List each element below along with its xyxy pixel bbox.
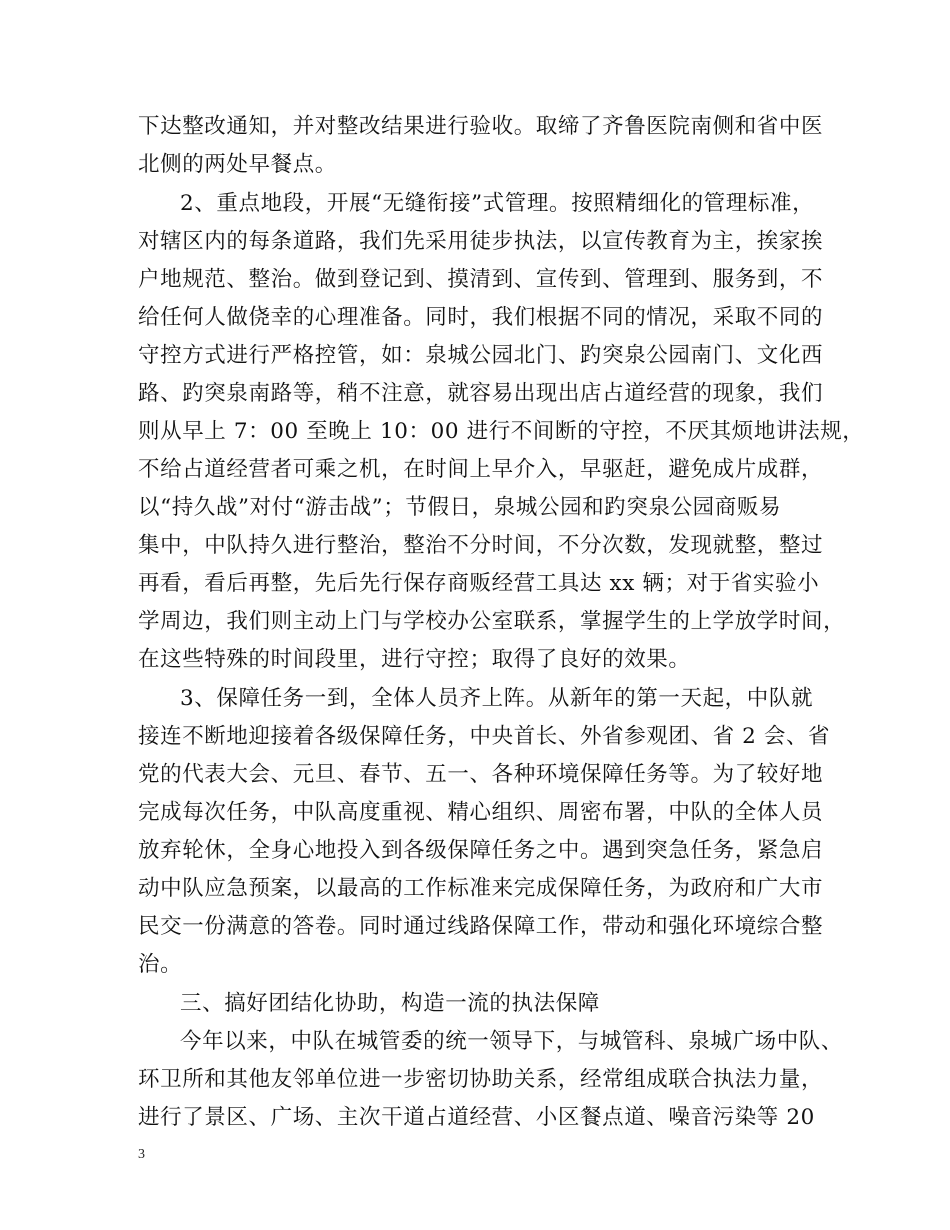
text-line: 路、趵突泉南路等，稍不注意，就容易出现出店占道经营的现象，我们	[138, 381, 824, 406]
text-line: 以“持久战”对付“游击战”；节假日，泉城公园和趵突泉公园商贩易	[138, 495, 782, 520]
text-line: 在这些特殊的时间段里，进行守控；取得了良好的效果。	[138, 647, 691, 672]
text-line: 下达整改通知，并对整改结果进行验收。取缔了齐鲁医院南侧和省中医	[138, 114, 824, 139]
text-line: 进行了景区、广场、主次干道占道经营、小区餐点道、噪音污染等 20	[138, 1105, 815, 1130]
section-heading: 三、搞好团结化协助，构造一流的执法保障	[180, 991, 600, 1016]
text-line: 治。	[138, 952, 183, 977]
text-line: 对辖区内的每条道路，我们先采用徒步执法，以宣传教育为主，挨家挨	[138, 229, 824, 254]
text-line: 放弃轮休，全身心地投入到各级保障任务之中。遇到突急任务，紧急启	[138, 838, 824, 863]
text-line: 再看，看后再整，先后先行保存商贩经营工具达 xx 辆；对于省实验小	[138, 571, 820, 596]
text-line: 集中，中队持久进行整治，整治不分时间，不分次数，发现就整，整过	[138, 533, 824, 558]
text-line: 环卫所和其他友邻单位进一步密切协助关系，经常组成联合执法力量，	[138, 1067, 824, 1092]
text-line: 户地规范、整治。做到登记到、摸清到、宣传到、管理到、服务到，不	[138, 267, 824, 292]
text-line: 民交一份满意的答卷。同时通过线路保障工作，带动和强化环境综合整	[138, 914, 824, 939]
paragraph-start-line: 3、保障任务一到，全体人员齐上阵。从新年的第一天起，中队就	[180, 686, 814, 711]
text-line: 给任何人做侥幸的心理准备。同时，我们根据不同的情况，采取不同的	[138, 305, 824, 330]
text-line: 完成每次任务，中队高度重视、精心组织、周密布署，中队的全体人员	[138, 800, 824, 825]
text-line: 党的代表大会、元旦、春节、五一、各种环境保障任务等。为了较好地	[138, 762, 824, 787]
text-line: 则从早上 7：00 至晚上 10：00 进行不间断的守控，不厌其烦地讲法规，	[138, 419, 865, 444]
paragraph-start-line: 今年以来，中队在城管委的统一领导下，与城管科、泉城广场中队、	[180, 1029, 844, 1054]
text-line: 守控方式进行严格控管，如：泉城公园北门、趵突泉公园南门、文化西	[138, 343, 824, 368]
text-line: 接连不断地迎接着各级保障任务，中央首长、外省参观团、省 2 会、省	[138, 724, 831, 749]
text-line: 北侧的两处早餐点。	[138, 152, 337, 177]
text-line: 动中队应急预案，以最高的工作标准来完成保障任务，为政府和广大市	[138, 876, 824, 901]
paragraph-start-line: 2、重点地段，开展“无缝衔接”式管理。按照精细化的管理标准，	[180, 191, 815, 216]
text-line: 不给占道经营者可乘之机，在时间上早介入，早驱赶，避免成片成群，	[138, 457, 824, 482]
text-line: 学周边，我们则主动上门与学校办公室联系，掌握学生的上学放学时间，	[138, 609, 846, 634]
page-number: 3	[138, 1147, 145, 1162]
